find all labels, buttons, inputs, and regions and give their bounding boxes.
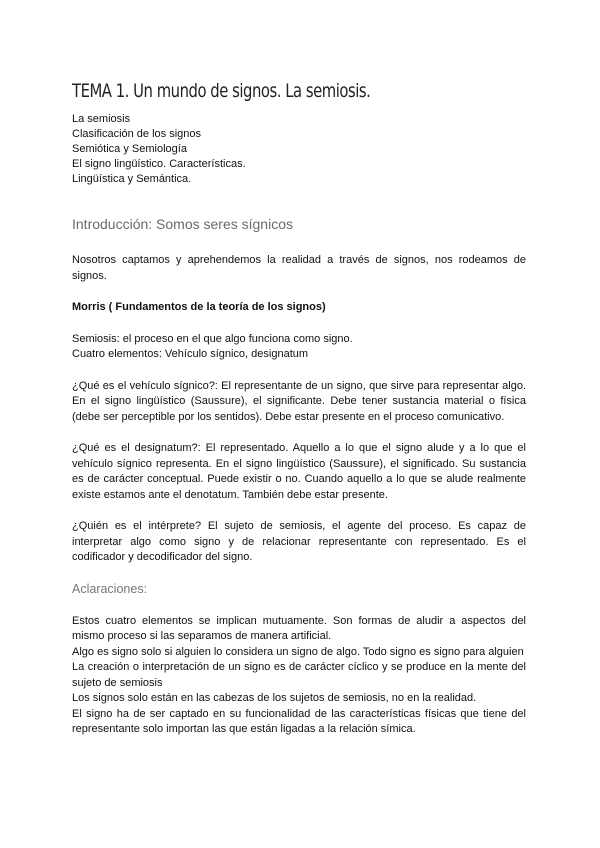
paragraph-interprete: ¿Quién es el intérprete? El sujeto de semiosis, el agente del proceso. Es capaz de interpretar algo como signo y de relacionar representante con representado. Es el codificador y decodificador del signo.	[72, 520, 526, 563]
morris-line: Cuatro elementos: Vehículo sígnico, designatum	[72, 348, 309, 360]
toc-item: El signo lingüístico. Características.	[72, 158, 246, 170]
aclaracion-line: Algo es signo solo si alguien lo considera un signo de algo. Todo signo es signo para alguien	[72, 645, 524, 658]
aclaracion-line: Estos cuatro elementos se implican mutuamente. Son formas de aludir a aspectos del mismo proceso si las separamos de manera artificial.	[72, 614, 526, 642]
intro-paragraph: Nosotros captamos y aprehendemos la realidad a través de signos, nos rodeamos de signos.	[72, 254, 526, 282]
morris-definitions	[72, 332, 526, 363]
toc-item: Lingüística y Semántica.	[72, 173, 192, 185]
aclaracion-line: La creación o interpretación de un signo es de carácter cíclico y se produce en la mente del sujeto de semiosis	[72, 661, 526, 689]
document-content	[72, 74, 526, 738]
toc-item: La semiosis	[72, 113, 131, 125]
morris-line: Semiosis: el proceso en el que algo funciona como signo.	[72, 332, 353, 345]
aclaraciones-list	[72, 614, 526, 738]
aclaraciones-heading: Aclaraciones:	[72, 581, 148, 596]
aclaracion-line: El signo ha de ser captado en su funcionalidad de las características físicas que tiene del representante solo importan las que están ligadas a la relación símica.	[72, 707, 526, 735]
paragraph-vehiculo: ¿Qué es el vehículo sígnico?: El representante de un signo, que sirve para representar algo. En el signo lingüístico (Saussure), el significante. Debe tener sustancia material o física (debe ser perceptible por los sentidos). Debe estar presente en el proceso comunicativo.	[72, 379, 526, 423]
paragraph-designatum: ¿Qué es el designatum?: El representado. Aquello a lo que el signo alude y a lo que el vehículo sígnico representa. En el signo lingüístico (Saussure), el significado. Su sustancia es de carácter conceptual. Puede existir o no. Cuando aquello a lo que se alude realmente existe estamos ante el denotatum. También debe estar presente.	[72, 442, 526, 501]
toc-item: Semiótica y Semiología	[72, 143, 187, 155]
morris-heading: Morris ( Fundamentos de la teoría de los signos)	[72, 301, 326, 313]
intro-heading: Introducción: Somos seres sígnicos	[72, 216, 293, 232]
toc-item: Clasificación de los signos	[72, 128, 202, 140]
table-of-contents	[72, 112, 526, 187]
aclaracion-line: Los signos solo están en las cabezas de los sujetos de semiosis, no en la realidad.	[72, 692, 477, 704]
document-title: TEMA 1. Un mundo de signos. La semiosis.	[72, 80, 371, 102]
